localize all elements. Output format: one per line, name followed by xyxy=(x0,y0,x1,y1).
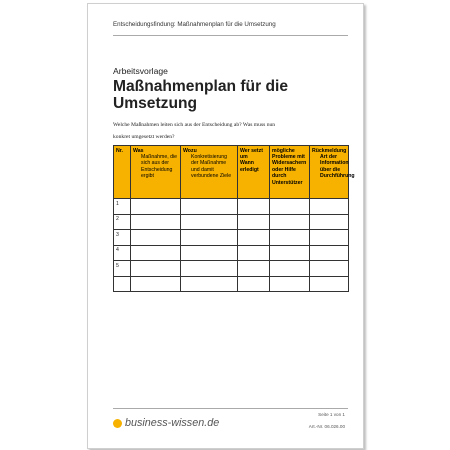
table-row xyxy=(114,199,349,215)
col-note: Maßnahme, die sich aus der Entscheidung ergibt xyxy=(141,153,178,180)
cell-rueckmeldung[interactable] xyxy=(310,261,349,277)
table-row xyxy=(114,261,349,277)
cell-wer[interactable] xyxy=(238,199,270,215)
cell-probleme[interactable] xyxy=(270,199,310,215)
document-page xyxy=(87,3,364,449)
cell-rueckmeldung[interactable] xyxy=(310,276,349,292)
col-note: Konkretisierung der Maßnahme und damit verbundene Ziele xyxy=(191,153,232,180)
col-title: Wozu xyxy=(183,147,197,154)
cell-rueckmeldung[interactable] xyxy=(310,245,349,261)
row-number: 3 xyxy=(114,230,131,246)
table-row xyxy=(114,245,349,261)
col-header-rueckmeldung xyxy=(310,146,355,199)
col-title: Rückmeldung xyxy=(312,147,347,154)
cell-was[interactable] xyxy=(131,199,181,215)
table-row xyxy=(114,276,349,292)
cell-probleme[interactable] xyxy=(270,230,310,246)
header-divider xyxy=(113,35,348,36)
running-header: Entscheidungsfindung: Maßnahmenplan für die Umsetzung xyxy=(113,21,276,28)
document-title: Maßnahmenplan für die Umsetzung xyxy=(113,78,289,112)
brand-dot-icon xyxy=(113,419,122,428)
table-row xyxy=(114,214,349,230)
col-header-wozu xyxy=(181,146,238,199)
col-title: Wer setzt um xyxy=(240,147,263,160)
cell-wozu[interactable] xyxy=(181,245,238,261)
document-subtitle: Arbeitsvorlage xyxy=(113,66,168,76)
cell-rueckmeldung[interactable] xyxy=(310,199,349,215)
cell-was[interactable] xyxy=(131,245,181,261)
cell-wozu[interactable] xyxy=(181,214,238,230)
col-title: Nr. xyxy=(116,147,123,154)
article-number: Art.-Nr. 06.026.00 xyxy=(308,424,345,429)
cell-rueckmeldung[interactable] xyxy=(310,214,349,230)
brand-logo: business-wissen.de xyxy=(125,417,220,429)
row-number: 1 xyxy=(114,199,131,215)
cell-wozu[interactable] xyxy=(181,230,238,246)
cell-probleme[interactable] xyxy=(270,276,310,292)
cell-was[interactable] xyxy=(131,261,181,277)
cell-wer[interactable] xyxy=(238,245,270,261)
cell-wozu[interactable] xyxy=(181,276,238,292)
intro-text xyxy=(113,119,353,143)
cell-probleme[interactable] xyxy=(270,261,310,277)
cell-was[interactable] xyxy=(131,276,181,292)
footer-divider xyxy=(113,408,348,409)
col-note: Wann erledigt xyxy=(240,160,259,173)
table-header-row xyxy=(114,146,349,199)
col-note: Art der Information über die Durchführung xyxy=(320,153,355,180)
col-header-was xyxy=(131,146,181,199)
cell-wer[interactable] xyxy=(238,214,270,230)
row-number xyxy=(114,276,131,292)
cell-was[interactable] xyxy=(131,214,181,230)
intro-line-1: Welche Maßnahmen leiten sich aus der Entscheidung ab? Was muss nun xyxy=(113,122,276,128)
cell-probleme[interactable] xyxy=(270,245,310,261)
col-header-wer xyxy=(238,146,270,199)
cell-rueckmeldung[interactable] xyxy=(310,230,349,246)
cell-wer[interactable] xyxy=(238,276,270,292)
row-number: 4 xyxy=(114,245,131,261)
cell-wer[interactable] xyxy=(238,261,270,277)
row-number: 2 xyxy=(114,214,131,230)
cell-wozu[interactable] xyxy=(181,199,238,215)
col-header-probleme xyxy=(270,146,310,199)
page-number: Seite 1 von 1 xyxy=(318,412,345,417)
cell-wozu[interactable] xyxy=(181,261,238,277)
col-title: Was xyxy=(133,147,144,154)
cell-probleme[interactable] xyxy=(270,214,310,230)
measures-table xyxy=(113,145,355,292)
table-row xyxy=(114,230,349,246)
col-title: mögliche Probleme mit Widersachern oder Hilfe durch Unterstützer xyxy=(272,147,307,186)
intro-line-2: konkret umgesetzt werden? xyxy=(113,134,175,140)
row-number: 5 xyxy=(114,261,131,277)
cell-was[interactable] xyxy=(131,230,181,246)
col-header-nr xyxy=(114,146,131,199)
cell-wer[interactable] xyxy=(238,230,270,246)
